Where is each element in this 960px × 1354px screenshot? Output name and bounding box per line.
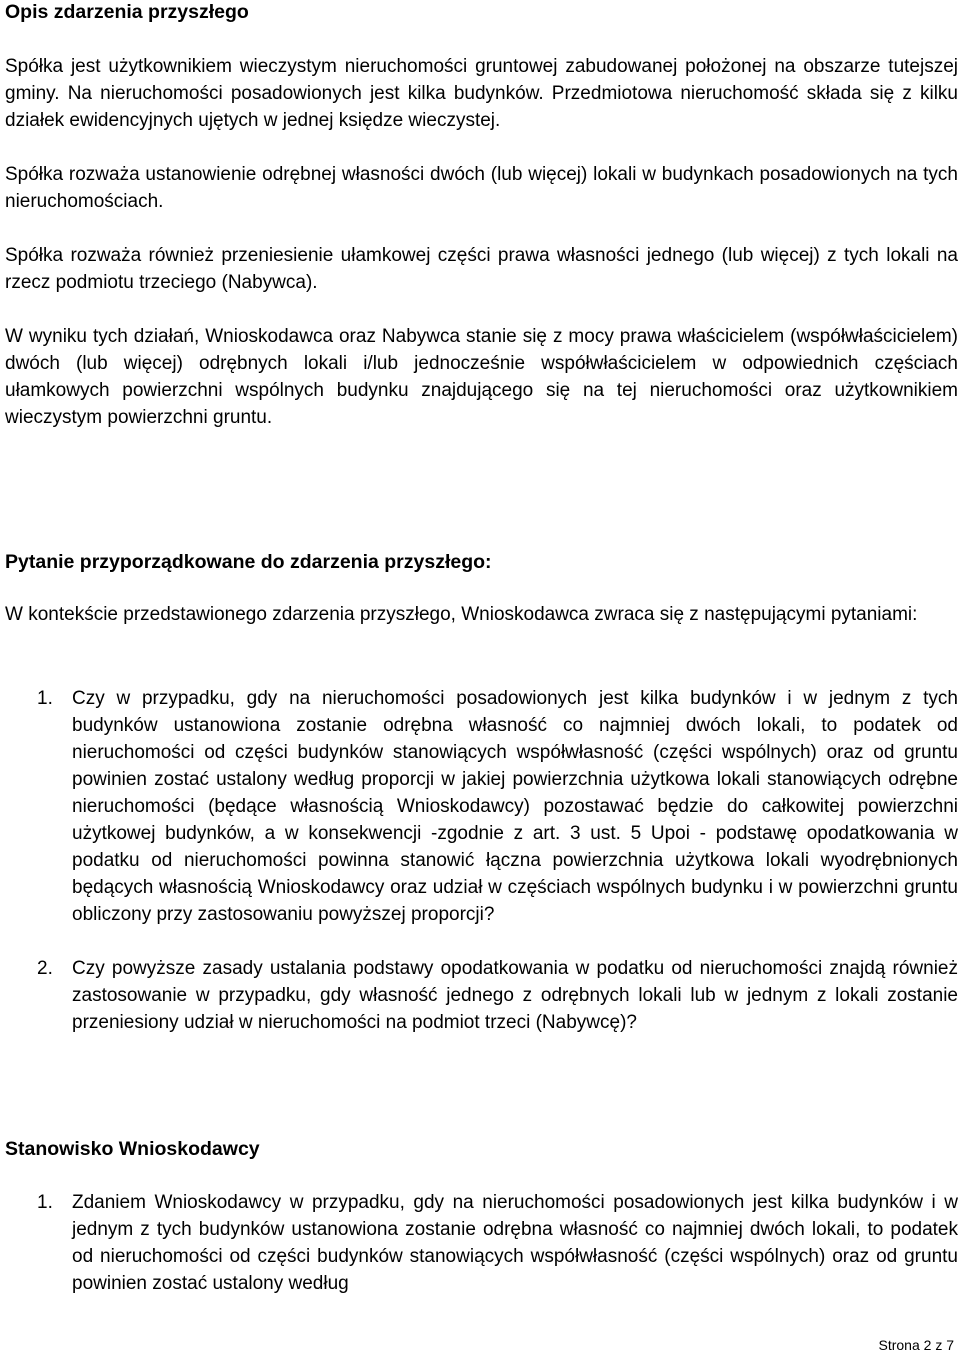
description-paragraph-4: W wyniku tych działań, Wnioskodawca oraz Nabywca stanie się z mocy prawa właścicielem (współwłaścicielem) dwóch (lub więcej) odrębnych lokali i/lub jednocześnie współwłaścicielem w odpowiednich częściach ułamkowych powierzchni wspólnych budynku znajdującego się na tej nieruchomości oraz użytkownikiem wieczystym powierzchni gruntu.	[5, 326, 958, 428]
description-paragraph-3: Spółka rozważa również przeniesienie ułamkowej części prawa własności jednego (lub więcej) z tych lokali na rzecz podmiotu trzeciego (Nabywca).	[5, 245, 958, 293]
position-text: Zdaniem Wnioskodawcy w przypadku, gdy na nieruchomości posadowionych jest kilka budynków i w jednym z tych budynków ustanowiona zostanie odrębna własność co najmniej dwóch lokali, to podatek od nieruchomości od części budynków stanowiących współwłasność (części wspólnych) oraz od gruntu powinien zostać ustalony według	[72, 1192, 958, 1294]
section-heading-position: Stanowisko Wnioskodawcy	[5, 1138, 260, 1160]
questions-list	[5, 685, 958, 1036]
question-item-1	[5, 685, 958, 928]
position-item-1	[5, 1189, 958, 1297]
description-paragraph-1: Spółka jest użytkownikiem wieczystym nieruchomości gruntowej zabudowanej położonej na obszarze tutejszej gminy. Na nieruchomości posadowionych jest kilka budynków. Przedmiotowa nieruchomość składa się z kilku działek ewidencyjnych ujętych w jednej księdze wieczystej.	[5, 56, 958, 131]
question-number: 1.	[37, 688, 53, 709]
section-heading-questions: Pytanie przyporządkowane do zdarzenia przyszłego:	[5, 551, 492, 573]
questions-intro: W kontekście przedstawionego zdarzenia przyszłego, Wnioskodawca zwraca się z następującymi pytaniami:	[5, 604, 918, 625]
position-list	[5, 1189, 958, 1297]
section-heading-description: Opis zdarzenia przyszłego	[5, 1, 249, 23]
description-paragraph-2: Spółka rozważa ustanowienie odrębnej własności dwóch (lub więcej) lokali w budynkach posadowionych na tych nieruchomościach.	[5, 164, 958, 212]
question-number: 2.	[37, 958, 53, 979]
description-block	[5, 53, 958, 431]
question-item-2	[5, 955, 958, 1036]
question-text: Czy w przypadku, gdy na nieruchomości posadowionych jest kilka budynków i w jednym z tych budynków ustanowiona zostanie odrębna własność co najmniej dwóch lokali, to podatek od nieruchomości od części budynków stanowiących współwłasność (części wspólnych) oraz od gruntu powinien zostać ustalony według proporcji w jakiej powierzchnia użytkowa lokali stanowiących odrębne nieruchomości (będące własnością Wnioskodawcy) pozostawać będzie do całkowitej powierzchni użytkowej budynków, a w konsekwencji -zgodnie z art. 3 ust. 5 Upoi - podstawę opodatkowania w podatku od nieruchomości powinna stanowić łączna powierzchnia użytkowa lokali wyodrębnionych będących własnością Wnioskodawcy oraz udział w częściach wspólnych budynku i w powierzchni gruntu obliczony przy zastosowaniu powyższej proporcji?	[72, 688, 958, 925]
position-number: 1.	[37, 1192, 53, 1213]
page-number-footer: Strona 2 z 7	[878, 1337, 954, 1353]
question-text: Czy powyższe zasady ustalania podstawy opodatkowania w podatku od nieruchomości znajdą również zastosowanie w przypadku, gdy własność jednego z odrębnych lokali lub w jednym z lokali zostanie przeniesiony udział w nieruchomości na podmiot trzeci (Nabywcę)?	[72, 958, 958, 1033]
